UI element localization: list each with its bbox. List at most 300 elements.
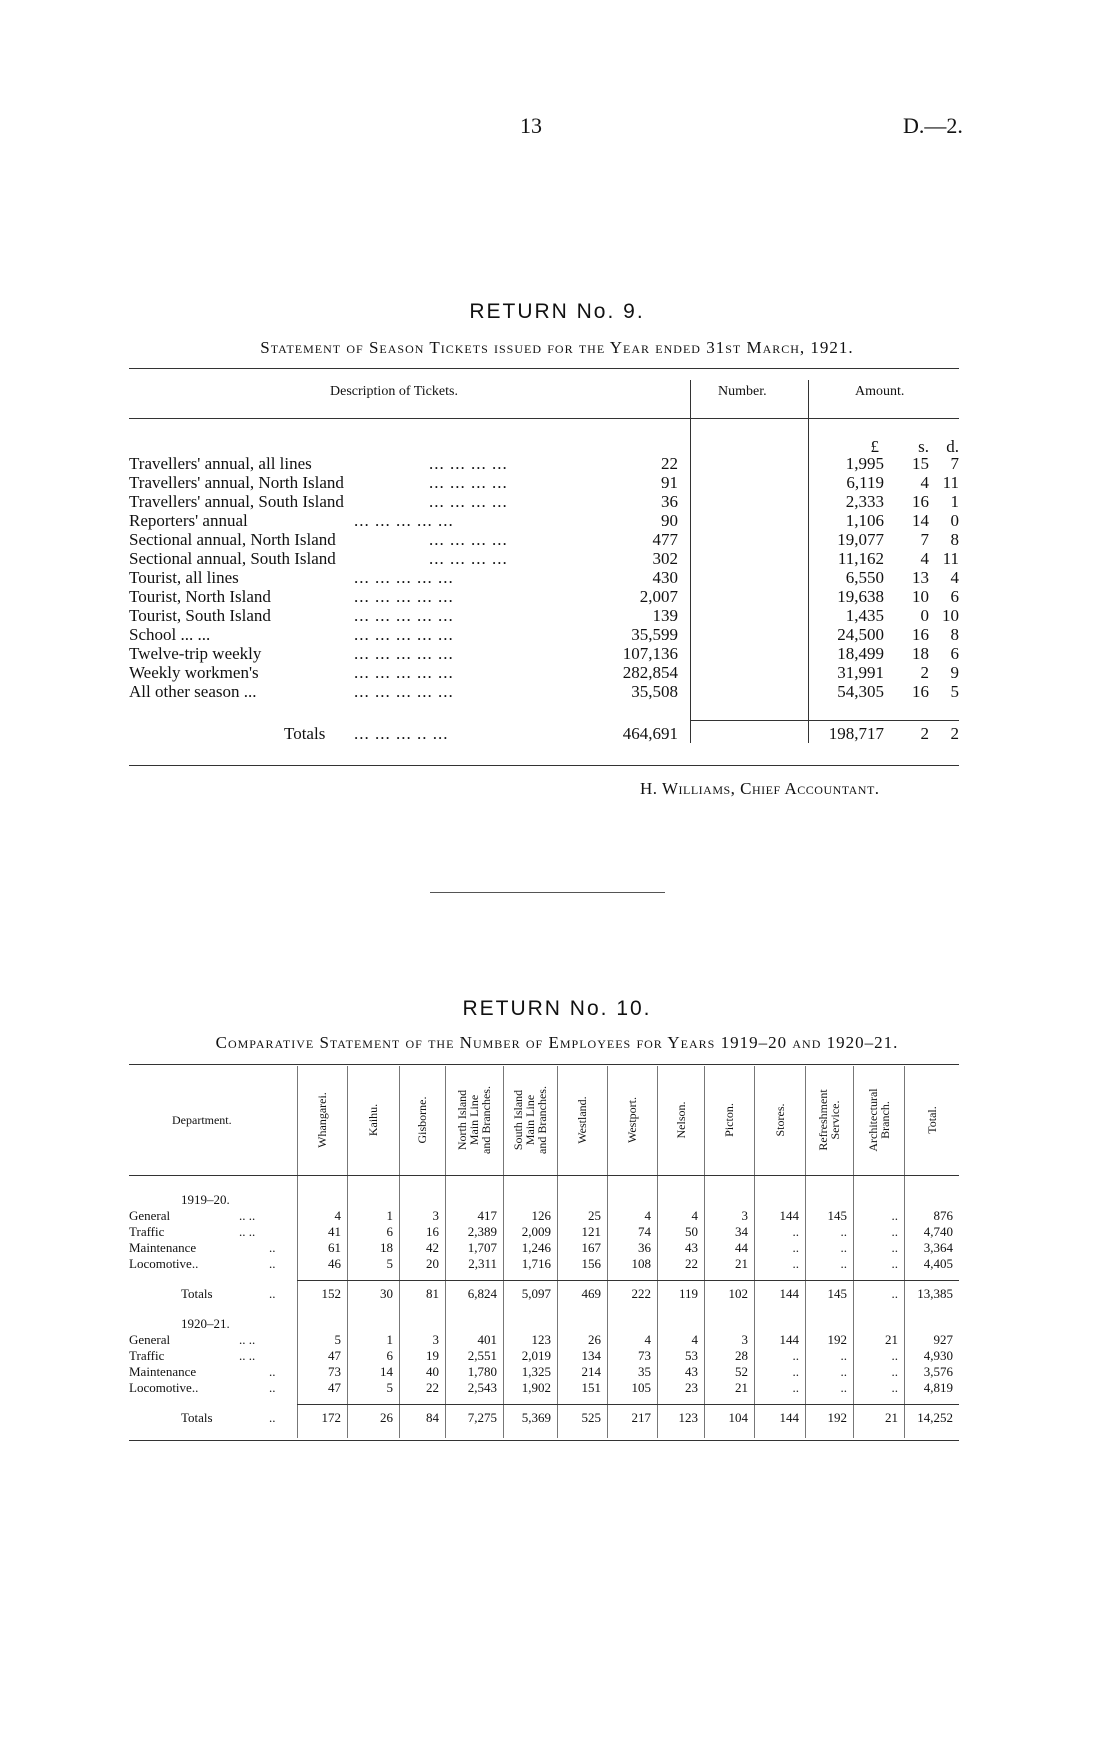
cell: 44 <box>735 1240 748 1255</box>
cell: 21 <box>735 1380 748 1395</box>
year-label: 1920–21. <box>181 1316 230 1331</box>
col-header-line: and Branches. <box>479 1086 493 1154</box>
col-header-description: Description of Tickets. <box>330 384 458 399</box>
cell: 152 <box>321 1286 341 1301</box>
cell: 42 <box>426 1240 439 1255</box>
cell: 172 <box>321 1410 341 1425</box>
unit-pounds: £ <box>870 437 879 456</box>
table-row <box>129 549 959 568</box>
cell: 4 <box>644 1332 651 1347</box>
cell: 2,019 <box>521 1348 551 1363</box>
cell: .. <box>792 1224 799 1239</box>
leader-dots: ... ... ... ... <box>429 473 508 492</box>
return-10-subtitle: Comparative Statement of the Number of Employees for Years 1919–20 and 1920–21. <box>215 1033 899 1052</box>
row-pounds: 18,499 <box>837 644 884 663</box>
leader-dots: ... ... ... ... ... <box>354 568 454 587</box>
cell: 43 <box>685 1240 698 1255</box>
row-pounds: 19,638 <box>837 587 884 606</box>
row-description: Tourist, all lines <box>129 568 239 587</box>
table-rule <box>129 1175 959 1176</box>
cell: 145 <box>827 1208 847 1223</box>
row-number: 90 <box>661 511 678 530</box>
table-row <box>129 454 959 473</box>
cell: 151 <box>581 1380 601 1395</box>
cell: 14 <box>380 1364 393 1379</box>
row-description: Twelve-trip weekly <box>129 644 262 663</box>
row-description: Sectional annual, North Island <box>129 530 336 549</box>
cell: 4 <box>691 1208 698 1223</box>
row-shillings: 4 <box>920 473 929 492</box>
cell: .. <box>891 1286 898 1301</box>
return-9-title: RETURN No. 9. <box>469 300 645 323</box>
cell: 22 <box>685 1256 698 1271</box>
cell: 18 <box>380 1240 393 1255</box>
row-shillings: 18 <box>912 644 929 663</box>
year-heading <box>129 1192 959 1208</box>
cell: 40 <box>426 1364 439 1379</box>
table-row <box>129 492 959 511</box>
row-description: All other season ... <box>129 682 257 701</box>
cell: 21 <box>885 1410 898 1425</box>
leader-dots: ... ... ... ... ... <box>354 606 454 625</box>
cell: 84 <box>426 1410 439 1425</box>
col-header-line: Westport. <box>625 1096 639 1144</box>
col-header-8 <box>675 1070 687 1170</box>
col-header-line: Picton. <box>722 1103 736 1137</box>
leader-dots: ... ... ... ... <box>429 530 508 549</box>
leader-dots: .. .. <box>239 1348 256 1363</box>
row-shillings: 16 <box>912 682 929 701</box>
cell: .. <box>891 1380 898 1395</box>
cell: 5,097 <box>521 1286 551 1301</box>
cell: 14,252 <box>917 1410 953 1425</box>
row-description: Tourist, South Island <box>129 606 271 625</box>
cell: 102 <box>728 1286 748 1301</box>
cell: 123 <box>531 1332 551 1347</box>
col-header-line: Total. <box>924 1106 939 1134</box>
cell: 144 <box>779 1332 799 1347</box>
cell: 2,311 <box>468 1256 497 1271</box>
table-rule <box>129 368 959 369</box>
cell: 25 <box>588 1208 601 1223</box>
cell: 34 <box>735 1224 748 1239</box>
col-header-line: Architectural <box>865 1088 880 1152</box>
totals-rule <box>297 1404 959 1405</box>
leader-dots: ... ... ... ... ... <box>354 682 454 701</box>
cell: .. <box>840 1380 847 1395</box>
row-number: 430 <box>652 568 678 587</box>
table-row <box>129 568 959 587</box>
row-pounds: 6,119 <box>846 473 884 492</box>
cell: 4,819 <box>923 1380 953 1395</box>
cell: 52 <box>735 1364 748 1379</box>
cell: 1,325 <box>521 1364 551 1379</box>
cell: 3 <box>432 1332 439 1347</box>
row-description: Travellers' annual, North Island <box>129 473 344 492</box>
year-label: 1919–20. <box>181 1192 230 1207</box>
cell: 3 <box>432 1208 439 1223</box>
cell: .. <box>840 1224 847 1239</box>
row-number: 107,136 <box>622 644 678 663</box>
col-header-2 <box>367 1070 379 1170</box>
cell: 81 <box>426 1286 439 1301</box>
cell: 28 <box>735 1348 748 1363</box>
col-header-line: North Island <box>455 1089 469 1151</box>
row-pence: 10 <box>942 606 959 625</box>
cell: 4,930 <box>923 1348 953 1363</box>
table-rule <box>129 765 959 766</box>
col-header-line: Main Line <box>523 1094 537 1146</box>
cell: 30 <box>380 1286 393 1301</box>
cell: 21 <box>735 1256 748 1271</box>
col-header-line: Refreshment <box>816 1089 830 1151</box>
totals-row <box>129 724 959 743</box>
totals-row <box>129 1286 959 1302</box>
cell: 2,009 <box>521 1224 551 1239</box>
cell: 4 <box>691 1332 698 1347</box>
row-pence: 4 <box>950 568 959 587</box>
cell: 121 <box>581 1224 601 1239</box>
cell: 13,385 <box>917 1286 953 1301</box>
return-9-subtitle: Statement of Season Tickets issued for the Year ended 31st March, 1921. <box>260 338 854 357</box>
leader-dots: .. <box>269 1240 276 1255</box>
cell: 144 <box>779 1286 799 1301</box>
cell: 126 <box>531 1208 551 1223</box>
col-header-10 <box>774 1070 786 1170</box>
cell: 36 <box>638 1240 651 1255</box>
row-shillings: 13 <box>912 568 929 587</box>
col-header-13 <box>926 1070 938 1170</box>
cell: 192 <box>827 1332 847 1347</box>
row-pounds: 54,305 <box>837 682 884 701</box>
row-shillings: 4 <box>920 549 929 568</box>
table-rule <box>129 418 959 419</box>
row-shillings: 0 <box>920 606 929 625</box>
col-header-amount: Amount. <box>855 384 905 399</box>
section-divider <box>430 892 665 893</box>
cell: 23 <box>685 1380 698 1395</box>
row-pounds: 24,500 <box>837 625 884 644</box>
unit-pence: d. <box>946 437 959 456</box>
row-pence: 11 <box>942 549 959 568</box>
row-description: Reporters' annual <box>129 511 248 530</box>
row-label: Maintenance <box>129 1364 197 1379</box>
col-header-line: Main Line <box>467 1094 481 1146</box>
table-row <box>129 1256 959 1272</box>
table-row <box>129 1240 959 1256</box>
col-header-4 <box>456 1070 492 1170</box>
row-pence: 6 <box>950 644 959 663</box>
cell: 2,389 <box>467 1224 497 1239</box>
row-pounds: 1,995 <box>845 454 884 473</box>
row-number: 139 <box>652 606 678 625</box>
leader-dots: ... ... ... ... <box>429 454 508 473</box>
cell: 73 <box>328 1364 341 1379</box>
cell: 5,369 <box>521 1410 551 1425</box>
cell: 214 <box>581 1364 601 1379</box>
row-number: 302 <box>652 549 678 568</box>
cell: 43 <box>685 1364 698 1379</box>
row-pounds: 1,106 <box>845 511 884 530</box>
row-number: 2,007 <box>639 587 678 606</box>
table-row <box>129 1364 959 1380</box>
leader-dots: ... ... ... ... ... <box>354 644 454 663</box>
leader-dots: .. <box>269 1256 276 1271</box>
cell: 927 <box>933 1332 953 1347</box>
row-label: Traffic <box>129 1348 165 1363</box>
totals-rule <box>297 1280 959 1281</box>
cell: 4,740 <box>923 1224 953 1239</box>
totals-label: Totals <box>284 724 326 743</box>
col-header-7 <box>626 1070 638 1170</box>
cell: 104 <box>728 1410 748 1425</box>
table-row <box>129 644 959 663</box>
row-pence: 8 <box>950 530 959 549</box>
table-row <box>129 663 959 682</box>
row-number: 477 <box>652 530 678 549</box>
table-rule <box>129 1440 959 1441</box>
cell: 1,707 <box>467 1240 497 1255</box>
row-pence: 7 <box>950 454 959 473</box>
cell: 192 <box>827 1410 847 1425</box>
cell: 6,824 <box>467 1286 497 1301</box>
cell: 4 <box>644 1208 651 1223</box>
cell: 5 <box>334 1332 341 1347</box>
cell: 1,780 <box>467 1364 497 1379</box>
row-number: 36 <box>661 492 678 511</box>
cell: 47 <box>328 1380 341 1395</box>
row-description: School ... ... <box>129 625 211 644</box>
cell: .. <box>840 1364 847 1379</box>
cell: 3 <box>741 1332 748 1347</box>
leader-dots: .. <box>269 1286 276 1301</box>
cell: 74 <box>638 1224 651 1239</box>
cell: 26 <box>380 1410 393 1425</box>
cell: 167 <box>581 1240 601 1255</box>
cell: 41 <box>328 1224 341 1239</box>
col-header-line: Gisborne. <box>415 1096 429 1144</box>
table-row <box>129 606 959 625</box>
row-description: Weekly workmen's <box>129 663 259 682</box>
cell: 525 <box>581 1410 601 1425</box>
leader-dots: .. <box>269 1380 276 1395</box>
cell: 1 <box>386 1332 393 1347</box>
row-description: Tourist, North Island <box>129 587 271 606</box>
leader-dots: ... ... ... ... ... <box>354 663 454 682</box>
col-header-line: South Island <box>511 1089 525 1151</box>
col-header-5 <box>512 1070 548 1170</box>
cell: 21 <box>885 1332 898 1347</box>
cell: .. <box>792 1348 799 1363</box>
leader-dots: .. <box>269 1410 276 1425</box>
cell: 4 <box>334 1208 341 1223</box>
leader-dots: .. <box>269 1364 276 1379</box>
cell: 20 <box>426 1256 439 1271</box>
col-header-line: Kaihu. <box>366 1103 380 1137</box>
cell: .. <box>891 1348 898 1363</box>
cell: 53 <box>685 1348 698 1363</box>
cell: 469 <box>581 1286 601 1301</box>
col-header-12 <box>867 1070 891 1170</box>
table-row <box>129 1224 959 1240</box>
col-header-number: Number. <box>718 384 767 399</box>
row-number: 22 <box>661 454 678 473</box>
col-header-line: Whangarei. <box>315 1092 329 1148</box>
col-header-line: Stores. <box>772 1103 787 1137</box>
row-pence: 9 <box>950 663 959 682</box>
cell: 145 <box>827 1286 847 1301</box>
row-number: 282,854 <box>622 663 678 682</box>
cell: 16 <box>426 1224 439 1239</box>
leader-dots: ... ... ... ... ... <box>354 511 454 530</box>
col-header-6 <box>576 1070 588 1170</box>
cell: 73 <box>638 1348 651 1363</box>
col-header-line: Nelson. <box>673 1101 688 1139</box>
table-row <box>129 1348 959 1364</box>
leader-dots: ... ... ... .. ... <box>354 724 449 743</box>
cell: .. <box>891 1240 898 1255</box>
cell: .. <box>891 1208 898 1223</box>
row-shillings: 2 <box>920 663 929 682</box>
table-row <box>129 1380 959 1396</box>
totals-rule <box>690 720 959 721</box>
cell: .. <box>840 1348 847 1363</box>
table-rule <box>129 1064 959 1065</box>
table-row <box>129 1208 959 1224</box>
table-row <box>129 530 959 549</box>
totals-shillings: 2 <box>920 724 929 743</box>
cell: 1,902 <box>521 1380 551 1395</box>
row-shillings: 10 <box>912 587 929 606</box>
cell: 105 <box>631 1380 651 1395</box>
table-row <box>129 625 959 644</box>
leader-dots: ... ... ... ... ... <box>354 625 454 644</box>
cell: 134 <box>581 1348 601 1363</box>
col-header-9 <box>723 1070 735 1170</box>
row-label: General <box>129 1332 171 1347</box>
col-header-line: and Branches. <box>535 1086 549 1154</box>
row-pence: 11 <box>942 473 959 492</box>
cell: .. <box>792 1364 799 1379</box>
cell: .. <box>840 1240 847 1255</box>
cell: 2,551 <box>467 1348 497 1363</box>
cell: 119 <box>678 1286 698 1301</box>
col-header-department: Department. <box>172 1113 232 1127</box>
row-pence: 0 <box>950 511 959 530</box>
cell: 47 <box>328 1348 341 1363</box>
cell: 6 <box>386 1224 393 1239</box>
cell: 4,405 <box>923 1256 953 1271</box>
totals-row <box>129 1410 959 1426</box>
cell: 6 <box>386 1348 393 1363</box>
row-label: Locomotive.. <box>129 1380 199 1395</box>
row-pounds: 11,162 <box>837 549 884 568</box>
totals-number: 464,691 <box>622 724 678 743</box>
row-shillings: 16 <box>912 492 929 511</box>
return-10-title: RETURN No. 10. <box>462 997 652 1020</box>
cell: 144 <box>779 1208 799 1223</box>
row-pounds: 1,435 <box>845 606 884 625</box>
cell: 7,275 <box>467 1410 497 1425</box>
row-label: General <box>129 1208 171 1223</box>
cell: .. <box>891 1364 898 1379</box>
cell: 50 <box>685 1224 698 1239</box>
cell: 35 <box>638 1364 651 1379</box>
col-header-line: Service. <box>828 1100 842 1140</box>
cell: 217 <box>631 1410 651 1425</box>
cell: 1,716 <box>521 1256 551 1271</box>
row-number: 35,599 <box>631 625 678 644</box>
row-pence: 1 <box>950 492 959 511</box>
totals-pence: 2 <box>950 724 959 743</box>
cell: 26 <box>588 1332 601 1347</box>
row-pounds: 31,991 <box>837 663 884 682</box>
col-header-line: Westland. <box>575 1096 589 1144</box>
leader-dots: .. .. <box>239 1332 256 1347</box>
leader-dots: .. .. <box>239 1208 256 1223</box>
unit-shillings: s. <box>918 437 929 456</box>
leader-dots: ... ... ... ... <box>429 492 508 511</box>
row-pounds: 6,550 <box>845 568 884 587</box>
signature: H. Williams, Chief Accountant. <box>640 779 880 798</box>
row-description: Sectional annual, South Island <box>129 549 336 568</box>
year-heading <box>129 1316 959 1332</box>
row-number: 91 <box>661 473 678 492</box>
row-shillings: 7 <box>920 530 929 549</box>
row-label: Traffic <box>129 1224 165 1239</box>
cell: 1 <box>386 1208 393 1223</box>
row-pence: 5 <box>950 682 959 701</box>
cell: .. <box>891 1224 898 1239</box>
cell: 19 <box>426 1348 439 1363</box>
col-header-3 <box>416 1070 428 1170</box>
cell: 417 <box>477 1208 497 1223</box>
cell: .. <box>792 1256 799 1271</box>
document-reference: D.—2. <box>903 113 963 138</box>
leader-dots: ... ... ... ... ... <box>354 587 454 606</box>
col-header-line: Branch. <box>877 1101 892 1139</box>
table-row <box>129 682 959 701</box>
totals-pounds: 198,717 <box>828 724 884 743</box>
page-number: 13 <box>520 113 542 138</box>
cell: 3 <box>741 1208 748 1223</box>
row-shillings: 14 <box>912 511 929 530</box>
row-label: Locomotive.. <box>129 1256 199 1271</box>
cell: 2,543 <box>467 1380 497 1395</box>
cell: 61 <box>328 1240 341 1255</box>
row-description: Travellers' annual, all lines <box>129 454 312 473</box>
cell: 3,576 <box>923 1364 953 1379</box>
row-label: Totals <box>181 1410 213 1425</box>
cell: 144 <box>779 1410 799 1425</box>
table-row <box>129 473 959 492</box>
table-row <box>129 511 959 530</box>
row-label: Totals <box>181 1286 213 1301</box>
cell: 46 <box>328 1256 341 1271</box>
cell: .. <box>792 1240 799 1255</box>
cell: 222 <box>631 1286 651 1301</box>
col-header-1 <box>316 1070 328 1170</box>
table-row <box>129 587 959 606</box>
cell: .. <box>840 1256 847 1271</box>
cell: 123 <box>678 1410 698 1425</box>
row-pence: 8 <box>950 625 959 644</box>
row-shillings: 15 <box>912 454 929 473</box>
row-pence: 6 <box>950 587 959 606</box>
row-description: Travellers' annual, South Island <box>129 492 344 511</box>
row-pounds: 19,077 <box>837 530 884 549</box>
cell: 5 <box>386 1256 393 1271</box>
